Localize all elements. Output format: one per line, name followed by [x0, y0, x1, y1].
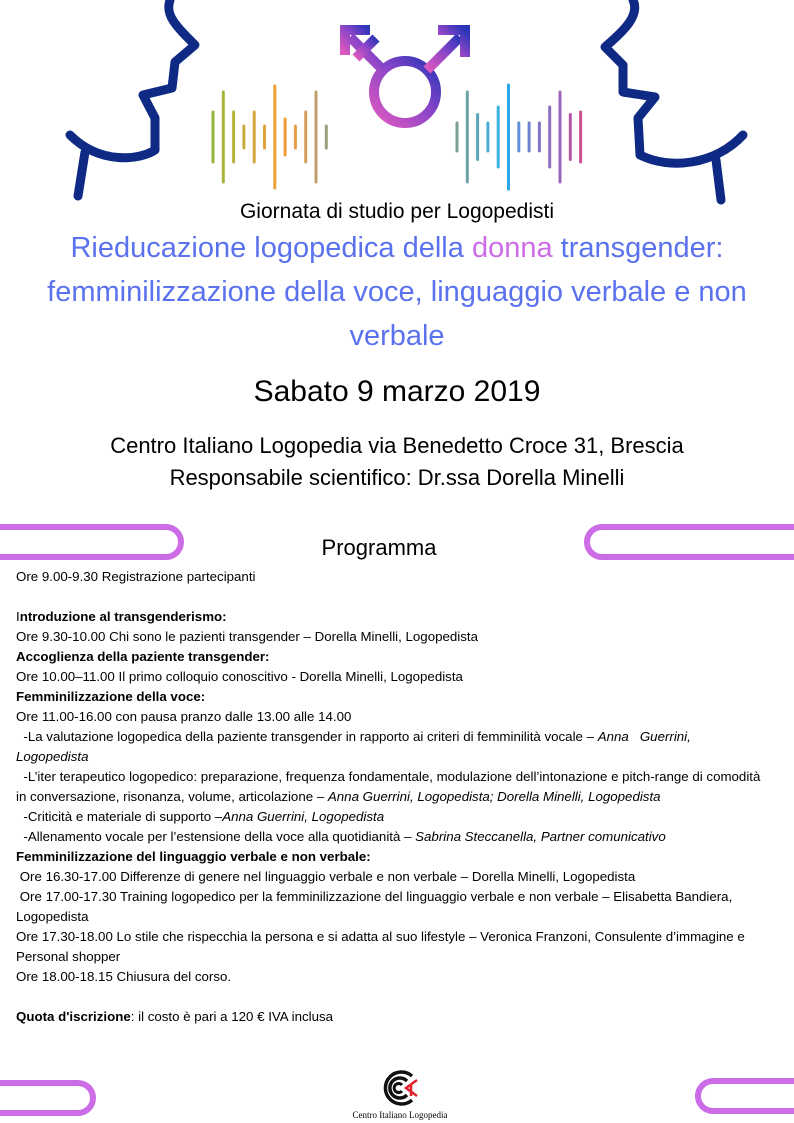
title-part-1: Rieducazione logopedica della [70, 232, 472, 264]
event-venue-block [0, 430, 794, 494]
speaker-name: Sabrina Steccanella, Partner comunicativo [415, 829, 666, 844]
program-line [16, 1007, 766, 1027]
program-text: I [16, 609, 20, 624]
program-heading-text: ntroduzione al transgenderismo: [19, 609, 227, 624]
program-line [16, 607, 766, 627]
program-text: Ore 10.00–11.00 Il primo colloquio conoscitivo - Dorella Minelli, Logopedista [16, 669, 463, 684]
program-heading-text: Femminilizzazione della voce: [16, 689, 206, 704]
program-heading-text: Femminilizzazione del linguaggio verbale e non verbale: [16, 849, 371, 864]
event-title [20, 226, 774, 358]
program-text: -L’iter terapeutico logopedico: preparazione, frequenza fondamentale, modulazione dell’intonazione e pitch-range di comodità in conversazione, risonanza, volume, articolazione – [16, 769, 765, 804]
face-profile-left-icon [70, 0, 195, 196]
program-line [16, 707, 766, 727]
program-text: -La valutazione logopedica della paziente transgender in rapporto ai criteri di femminilità vocale – [16, 729, 598, 744]
decorative-pill-bottom-right [695, 1078, 794, 1114]
program-line [16, 827, 766, 847]
program-line [16, 647, 766, 667]
program-line [16, 727, 766, 767]
footer-logo [350, 1066, 450, 1122]
program-line [16, 867, 766, 887]
program-text: Ore 11.00-16.00 con pausa pranzo dalle 13.00 alle 14.00 [16, 709, 352, 724]
sound-wave-cool-icon [457, 85, 581, 189]
program-line [16, 687, 766, 707]
program-text: Ore 17.00-17.30 Training logopedico per la femminilizzazione del linguaggio verbale e non verbale – Elisabetta Bandiera, Logopedista [16, 889, 736, 924]
program-line [16, 567, 766, 587]
program-text: Ore 16.30-17.00 Differenze di genere nel linguaggio verbale e non verbale – Dorella Minelli, Logopedista [16, 869, 636, 884]
program-line [16, 967, 766, 987]
program-heading: Programma [321, 535, 437, 560]
sound-wave-warm-icon [213, 86, 326, 188]
scientific-responsible: Responsabile scientifico: Dr.ssa Dorella Minelli [169, 465, 625, 490]
speaker-name: Anna Guerrini, Logopedista [16, 729, 695, 764]
program-line [16, 927, 766, 967]
event-venue: Centro Italiano Logopedia via Benedetto Croce 31, Brescia [110, 433, 684, 458]
program-text: Ore 18.00-18.15 Chiusura del corso. [16, 969, 232, 984]
program-text: Ore 9.30-10.00 Chi sono le pazienti transgender – Dorella Minelli, Logopedista [16, 629, 478, 644]
program-text: Ore 17.30-18.00 Lo stile che rispecchia la persona e si adatta al suo lifestyle – Veronica Franzoni, Consulente d’immagine e Personal shopper [16, 929, 749, 964]
program-text: -Allenamento vocale per l’estensione della voce alla quotidianità – [16, 829, 416, 844]
title-part-2: transgender: femminilizzazione della voce, linguaggio verbale e non verbale [47, 232, 747, 352]
program-heading-text: Accoglienza della paziente transgender: [16, 649, 270, 664]
centro-italiano-logopedia-logo-icon [380, 1068, 420, 1108]
program-text: : il costo è pari a 120 € IVA inclusa [130, 1009, 334, 1024]
program-line [16, 767, 766, 807]
event-date: Sabato 9 marzo 2019 [253, 375, 541, 408]
program-line [16, 627, 766, 647]
face-profile-right-icon [605, 0, 743, 200]
transgender-symbol-icon [345, 30, 465, 172]
program-list [16, 567, 766, 1027]
speaker-name: Anna Guerrini, Logopedista [222, 809, 385, 824]
program-spacer [16, 587, 766, 607]
program-text: -Criticità e materiale di supporto – [16, 809, 223, 824]
event-subtitle: Giornata di studio per Logopedisti [239, 200, 555, 223]
program-spacer [16, 987, 766, 1007]
program-line [16, 807, 766, 827]
title-accent-word: donna [471, 232, 553, 264]
decorative-pill-bottom-left [0, 1080, 96, 1116]
program-heading-text: Quota d'iscrizione [16, 1009, 131, 1024]
program-line [16, 847, 766, 867]
speaker-name: Anna Guerrini, Logopedista; Dorella Minelli, Logopedista [327, 789, 661, 804]
program-text: Ore 9.00-9.30 Registrazione partecipanti [16, 569, 256, 584]
program-line [16, 667, 766, 687]
program-line [16, 887, 766, 927]
logo-caption: Centro Italiano Logopedia [352, 1110, 448, 1120]
header-artwork [0, 0, 794, 210]
